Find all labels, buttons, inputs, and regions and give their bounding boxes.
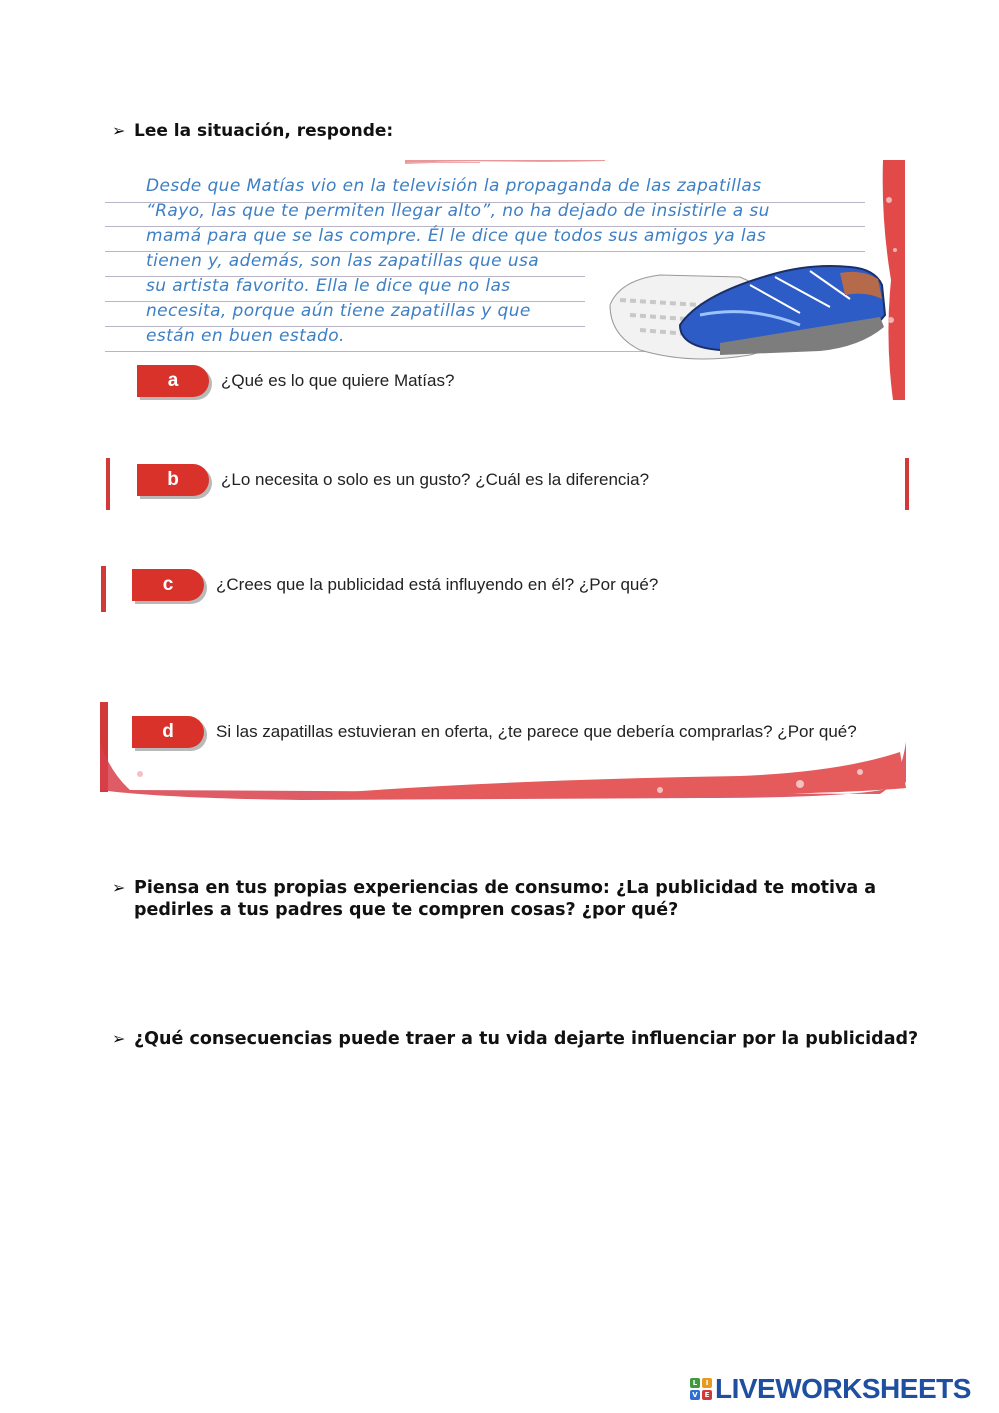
question-text: Si las zapatillas estuvieran en oferta, ¿te parece que debería comprarlas? ¿Por qué? bbox=[216, 722, 857, 741]
arrow-bullet-icon: ➢ bbox=[112, 121, 126, 140]
arrow-bullet-icon: ➢ bbox=[112, 1029, 126, 1048]
question-c bbox=[132, 569, 658, 601]
question-text: ¿Lo necesita o solo es un gusto? ¿Cuál es la diferencia? bbox=[221, 470, 650, 489]
question-d bbox=[132, 716, 857, 748]
question-text: ¿Qué es lo que quiere Matías? bbox=[221, 371, 455, 390]
story-line: su artista favorito. Ella le dice que no las bbox=[146, 276, 511, 296]
arrow-bullet-icon: ➢ bbox=[112, 878, 126, 897]
question-b bbox=[137, 464, 649, 496]
liveworksheets-logo bbox=[690, 1373, 971, 1405]
question-letter-badge: b bbox=[137, 464, 209, 496]
question-letter-badge: a bbox=[137, 365, 209, 397]
instruction-text: Lee la situación, responde: bbox=[134, 121, 394, 141]
logo-text: LIVEWORKSHEETS bbox=[715, 1373, 971, 1404]
instruction-2 bbox=[112, 877, 876, 921]
question-text: ¿Crees que la publicidad está influyendo en él? ¿Por qué? bbox=[216, 575, 659, 594]
instruction-text-line2: pedirles a tus padres que te compren cosas? ¿por qué? bbox=[134, 900, 679, 920]
red-brush-left bbox=[100, 566, 108, 612]
instruction-text: ¿Qué consecuencias puede traer a tu vida dejarte influenciar por la publicidad? bbox=[134, 1029, 919, 1049]
story-panel bbox=[105, 160, 905, 400]
story-line: están en buen estado. bbox=[146, 326, 345, 346]
story-line: tienen y, además, son las zapatillas que usa bbox=[146, 251, 540, 271]
story-line: Desde que Matías vio en la televisión la propaganda de las zapatillas bbox=[146, 176, 762, 196]
instruction-1 bbox=[112, 120, 393, 142]
story-line: “Rayo, las que te permiten llegar alto”, no ha dejado de insistirle a su bbox=[146, 201, 770, 221]
question-letter-badge: d bbox=[132, 716, 204, 748]
logo-mark-icon: L I V E bbox=[690, 1378, 712, 1400]
sneaker-illustration bbox=[600, 255, 890, 370]
red-brush-top bbox=[105, 160, 905, 170]
story-line: necesita, porque aún tiene zapatillas y que bbox=[146, 301, 531, 321]
instruction-text: Piensa en tus propias experiencias de consumo: ¿La publicidad te motiva a bbox=[134, 878, 877, 898]
question-a bbox=[137, 365, 454, 397]
red-brush-left bbox=[104, 458, 112, 510]
red-brush-right bbox=[903, 458, 911, 510]
question-letter-badge: c bbox=[132, 569, 204, 601]
story-line: mamá para que se las compre. Él le dice que todos sus amigos ya las bbox=[146, 226, 767, 246]
instruction-3 bbox=[112, 1028, 918, 1050]
